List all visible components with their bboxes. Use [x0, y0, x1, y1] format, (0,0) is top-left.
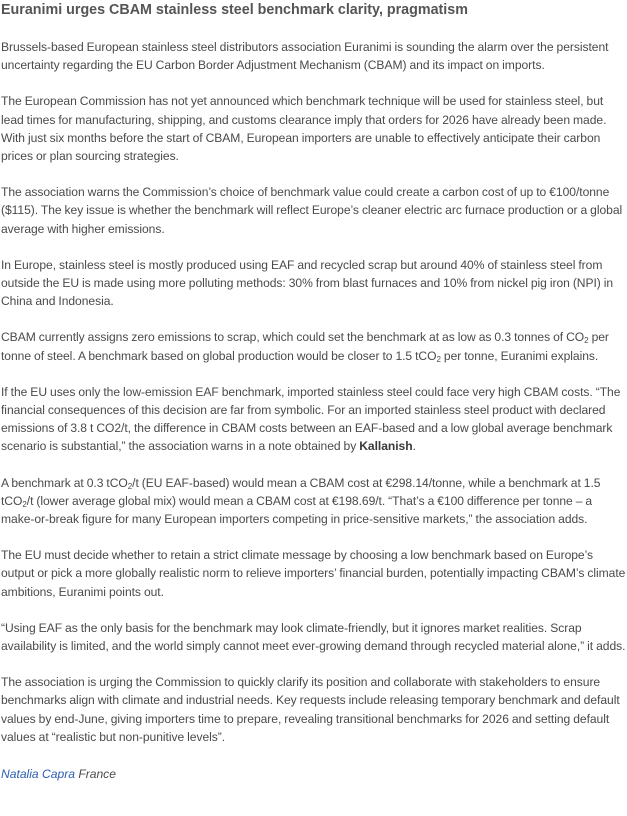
- paragraph-5-text-a: CBAM currently assigns zero emissions to scrap, which could set the benchmark at as low as 0.3 tonnes of CO: [1, 330, 585, 345]
- paragraph-6-text-c: .: [412, 439, 416, 454]
- author-link[interactable]: Natalia Capra: [1, 767, 75, 782]
- paragraph-9: “Using EAF as the only basis for the benchmark may look climate-friendly, but it ignores market realities. Scrap availability is limited, and the world simply cannot meet ever-growing demand through recycled material alone,” it adds.: [1, 620, 626, 654]
- paragraph-6: [1, 383, 626, 456]
- paragraph-1: Brussels-based European stainless steel distributors association Euranimi is sounding the alarm over the persistent uncertainty regarding the EU Carbon Border Adjustment Mechanism (CBAM) and its impact on imports.: [1, 40, 609, 73]
- paragraph-5-text-b: per tonne of steel. A benchmark based on global production would be closer to 1.5 tCO: [1, 330, 609, 363]
- co2-subscript: 2: [436, 354, 441, 364]
- paragraph-7-text-b: /t (EU EAF-based) would mean a CBAM cost at €298.14/tonne, while a benchmark at 1.5 tCO: [1, 475, 601, 508]
- paragraph-4: In Europe, stainless steel is mostly produced using EAF and recycled scrap but around 40% of stainless steel from outside the EU is made using more polluting methods: 30% from blast furnaces and 10% from nickel pig iron (NPI) in China and Indonesia.: [1, 257, 614, 309]
- article-headline: Euranimi urges CBAM stainless steel benchmark clarity, pragmatism: [1, 2, 468, 18]
- paragraph-7-text-a: A benchmark at 0.3 tCO: [1, 475, 128, 490]
- paragraph-7: [1, 474, 626, 529]
- paragraph-6-text-a: If the EU uses only the low-emission EAF benchmark, imported stainless steel could face very high CBAM costs. “The financial consequences of this decision are far from symbolic. For an imported stainless steel product with declared emissions of 3.8 t CO2/t, the difference in CBAM costs between an EAF-based and a low global average benchmark scenario is substantial,” the association warns in a note obtained by: [1, 384, 621, 454]
- paragraph-8: The EU must decide whether to retain a strict climate message by choosing a low benchmark based on Europe’s output or pick a more globally realistic norm to relieve importers’ financial burden, potentially impacting CBAM’s climate ambitions, Euranimi points out.: [1, 548, 626, 599]
- paragraph-2: The European Commission has not yet announced which benchmark technique will be used for stainless steel, but lead times for manufacturing, shipping, and customs clearance imply that orders for 2026 have already been made. With just six months before the start of CBAM, European importers are unable to effectively anticipate their carbon prices or plan sourcing strategies.: [1, 94, 607, 164]
- paragraph-5: [1, 328, 626, 364]
- author-country: France: [74, 767, 116, 782]
- paragraph-5-text-c: per tonne, Euranimi explains.: [440, 348, 599, 363]
- source-name-kallanish: Kallanish: [359, 439, 413, 454]
- paragraph-10: The association is urging the Commission to quickly clarify its position and collaborate with stakeholders to ensure benchmarks align with climate and industrial needs. Key requests include releasing temporary benchmark and default values by end-June, giving importers time to prepare, revealing transitional benchmarks for 2026 and setting default values at “realistic but non-punitive levels”.: [1, 675, 620, 744]
- paragraph-7-text-c: /t (lower average global mix) would mean a CBAM cost at €198.69/t. “That’s a €100 difference per tonne – a make-or-break figure for many European importers competing in price-sensitive markets,” the association adds.: [1, 493, 593, 527]
- paragraph-3: The association warns the Commission’s choice of benchmark value could create a carbon cost of up to €100/tonne ($115). The key issue is whether the benchmark will reflect Europe’s cleaner electric arc furnace production or a global average with higher emissions.: [1, 185, 623, 236]
- byline: [1, 765, 626, 783]
- co2-subscript: 2: [127, 481, 133, 491]
- co2-subscript: 2: [22, 499, 27, 509]
- co2-subscript: 2: [584, 336, 589, 346]
